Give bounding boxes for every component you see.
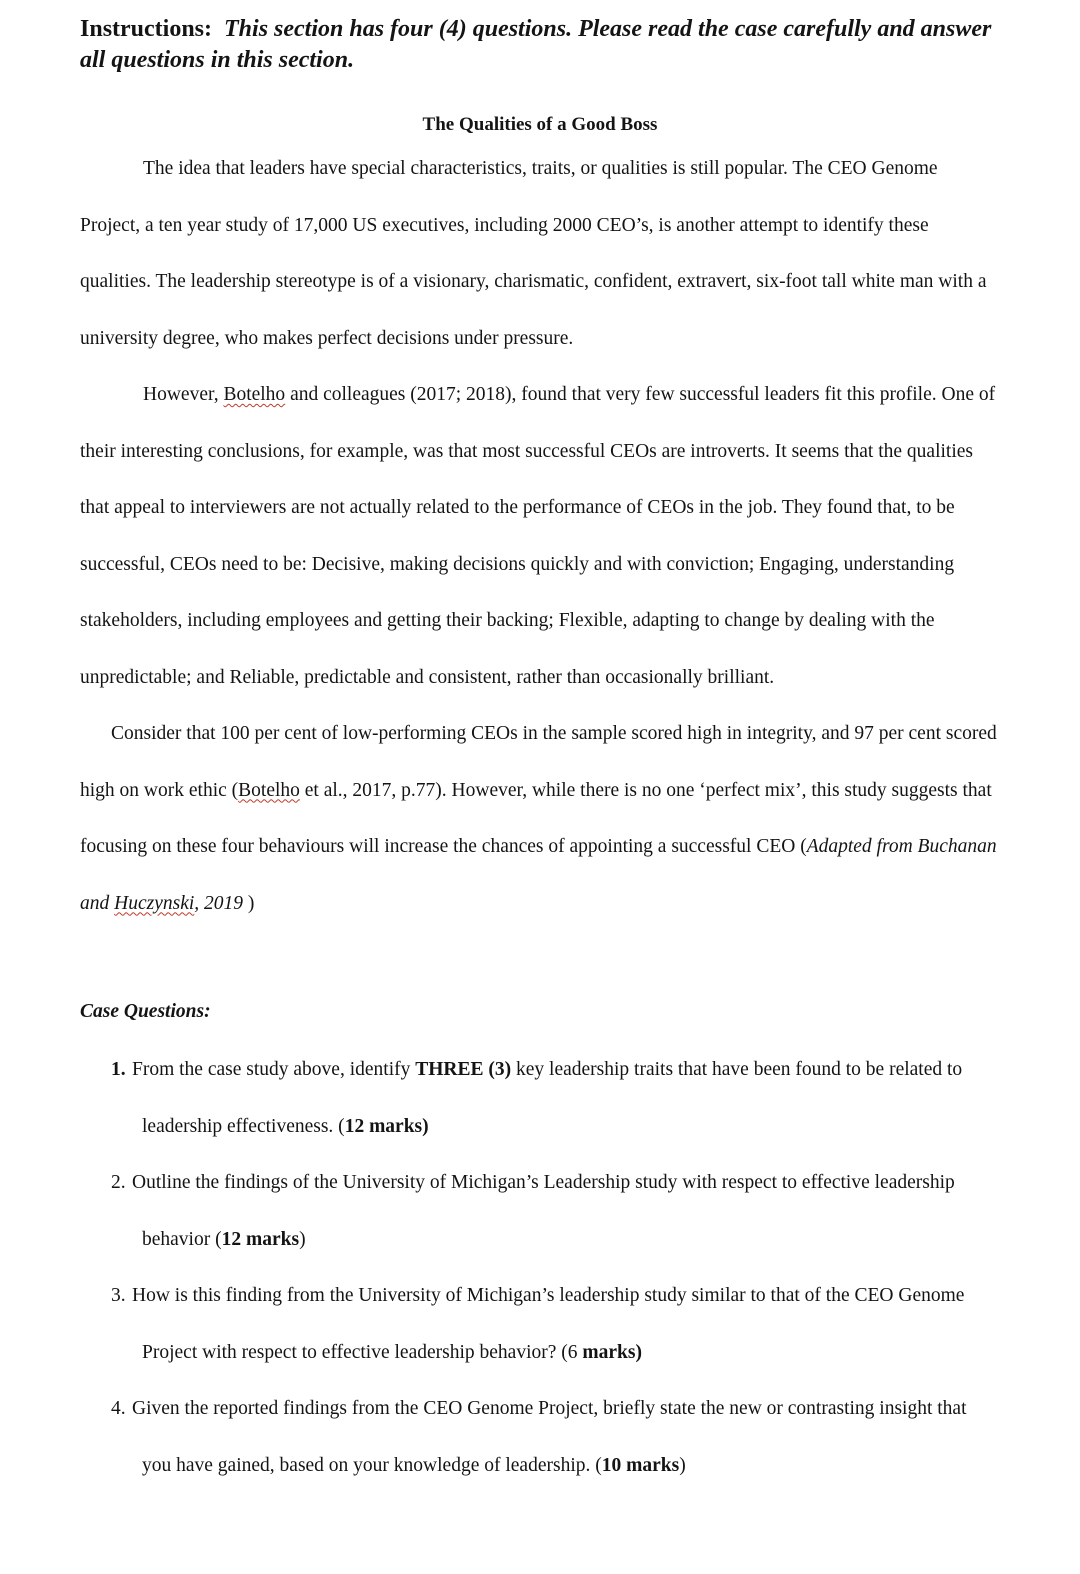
instructions bbox=[80, 14, 1000, 76]
question-number: 1. bbox=[111, 1059, 126, 1080]
paragraph-1: The idea that leaders have special characteristics, traits, or qualities is still popular. The CEO Genome Project, a ten year study of 17,000 US executives, including 2000 CEO’s, is another attempt to identify these qualities. The leadership stereotype is of a visionary, charismatic, confident, extravert, six-foot tall white man with a university degree, who makes perfect decisions under pressure. bbox=[80, 158, 987, 349]
question-text: How is this finding from the University of Michigan’s leadership study similar to that of the CEO Genome Project with respect to effective leadership behavior? (6 bbox=[132, 1285, 965, 1363]
paragraph-3-end: ) bbox=[243, 892, 255, 914]
question-text: key leadership traits that have been found to be related to leadership effectiveness. ( bbox=[142, 1059, 963, 1137]
question-number: 2. bbox=[111, 1172, 126, 1193]
question-item bbox=[111, 1155, 971, 1268]
source-year: , 2019 bbox=[194, 892, 244, 914]
paragraph-2-start: However, bbox=[143, 384, 224, 405]
question-text: Given the reported findings from the CEO Genome Project, briefly state the new or contrasting insight that you have gained, based on your knowledge of leadership. ( bbox=[132, 1398, 967, 1476]
question-list bbox=[111, 1042, 971, 1494]
question-emphasis: THREE (3) bbox=[415, 1059, 512, 1080]
case-body bbox=[80, 141, 1000, 932]
question-item bbox=[111, 1042, 971, 1155]
spellcheck-word: Huczynski bbox=[114, 892, 195, 914]
question-marks: marks) bbox=[582, 1341, 642, 1363]
question-text-end: ) bbox=[299, 1228, 306, 1250]
paragraph-2 bbox=[80, 367, 1000, 706]
question-text: Outline the findings of the University of Michigan’s Leadership study with respect to effective leadership behavior ( bbox=[132, 1172, 955, 1250]
paragraph-2-rest: and colleagues (2017; 2018), found that very few successful leaders fit this profile. One of their interesting conclusions, for example, was that most successful CEOs are introverts. It seems that the qualities that appeal to interviewers are not actually related to the performance of CEOs in the job. They found that, to be successful, CEOs need to be: Decisive, making decisions quickly and with conviction; Engaging, understanding stakeholders, including employees and getting their backing; Flexible, adapting to change by dealing with the unpredictable; and Reliable, predictable and consistent, rather than occasionally brilliant. bbox=[80, 384, 996, 688]
paragraph-3-start: Consider that 100 per cent of low-performing CEOs in the sample scored high in integrity, and 97 per cent scored high on work ethic ( bbox=[80, 723, 997, 801]
case-questions-heading: Case Questions: bbox=[80, 1001, 211, 1022]
case-title: The Qualities of a Good Boss bbox=[422, 114, 658, 135]
question-item bbox=[111, 1268, 971, 1381]
question-number: 4. bbox=[111, 1398, 126, 1419]
instructions-text: This section has four (4) questions. Please read the case carefully and answer all questions in this section. bbox=[80, 16, 992, 73]
paragraph-3-rest: et al., 2017, p.77). However, while there is no one ‘perfect mix’, this study suggests that focusing on these four behaviours will increase the chances of appointing a successful CEO ( bbox=[80, 779, 992, 857]
question-item bbox=[111, 1381, 971, 1494]
question-marks: 10 marks bbox=[601, 1454, 680, 1476]
spellcheck-word: Botelho bbox=[223, 384, 286, 405]
question-text-end: ) bbox=[679, 1454, 686, 1476]
question-marks: 12 marks bbox=[221, 1228, 300, 1250]
question-marks: 12 marks) bbox=[344, 1115, 429, 1137]
question-text: From the case study above, identify bbox=[132, 1059, 416, 1080]
spellcheck-word: Botelho bbox=[238, 779, 300, 801]
paragraph-3 bbox=[80, 706, 1000, 932]
instructions-label: Instructions: bbox=[80, 16, 213, 42]
question-number: 3. bbox=[111, 1285, 126, 1306]
source-text: Adapted from Buchanan and bbox=[80, 836, 997, 914]
